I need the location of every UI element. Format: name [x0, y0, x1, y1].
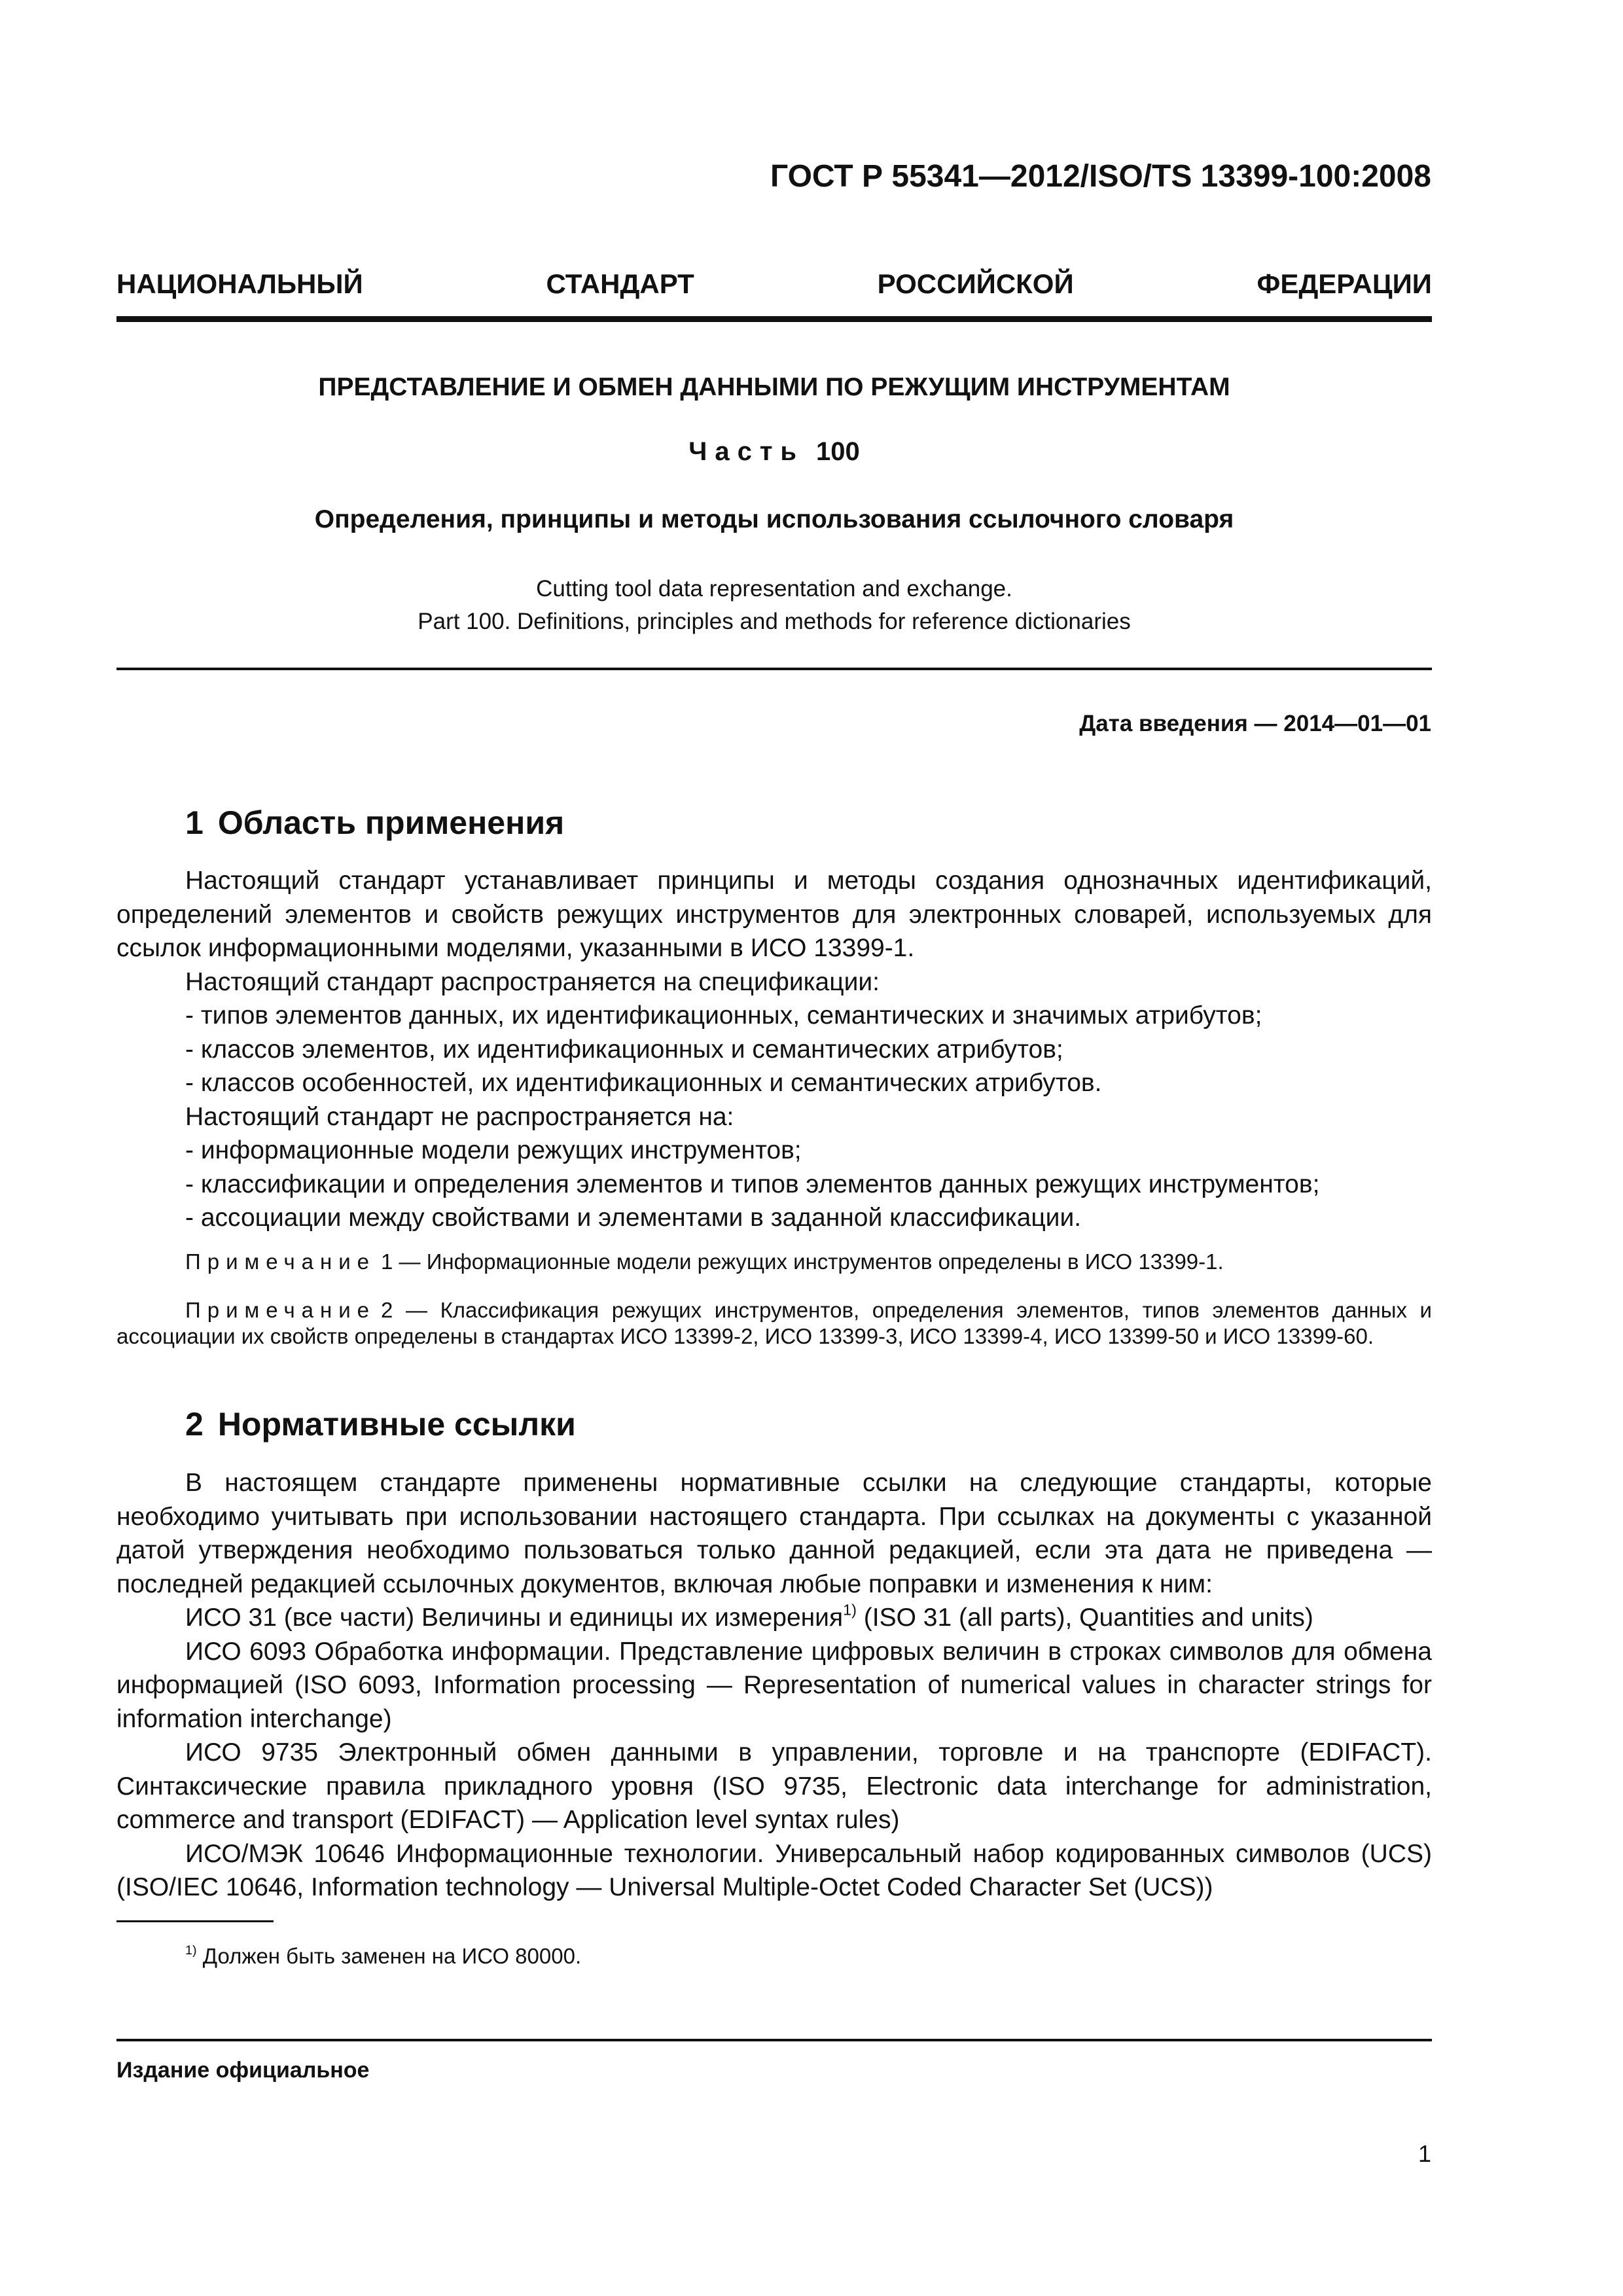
section-1-title: Область применения	[217, 804, 565, 841]
section-1-paragraph-3: Настоящий стандарт не распространяется на:	[185, 1102, 734, 1131]
note-1: Примечание 1 — Информационные модели режущих инструментов определены в ИСО 13399-1.	[185, 1249, 1224, 1274]
section-2-title: Нормативные ссылки	[217, 1406, 576, 1443]
english-title-line-2: Part 100. Definitions, principles and methods for reference dictionaries	[418, 609, 1131, 634]
section-2-intro: В настоящем стандарте применены нормативные ссылки на следующие стандарты, которые необходимо учитывать при использовании настоящего стандарта. При ссылках на документы с указанной датой утверждения необходимо пользоваться только данной редакцией, если эта дата не приведена — последней редакцией ссылочных документов, включая любые поправки и изменения к ним:	[116, 1469, 1432, 1598]
section-1-notes	[116, 1249, 1432, 1372]
note-label: Примечание	[185, 1249, 376, 1274]
section-1-paragraph-1: Настоящий стандарт устанавливает принципы и методы создания однозначных идентификаций, определений элементов и свойств режущих инструментов для электронных словарей, используемых для ссылок информационными моделями, указанными в ИСО 13399-1.	[116, 867, 1432, 962]
list-item: - ассоциации между свойствами и элементами в заданной классификации.	[185, 1204, 1082, 1232]
header-rule	[116, 316, 1432, 322]
part-heading	[116, 437, 1432, 467]
list-item: - классов элементов, их идентификационных и семантических атрибутов;	[185, 1035, 1063, 1064]
section-1-body	[116, 864, 1432, 1235]
list-item: - типов элементов данных, их идентификационных, семантических и значимых атрибутов;	[185, 1001, 1262, 1030]
english-title	[116, 573, 1432, 638]
section-1-number: 1	[185, 804, 204, 841]
footer-rule	[116, 2039, 1432, 2041]
subtitle: Определения, принципы и методы использования ссылочного словаря	[314, 505, 1234, 533]
title-rule	[116, 668, 1432, 670]
reference-iso-6093: ИСО 6093 Обработка информации. Представление цифровых величин в строках символов для обмена информацией (ISO 6093, Information processing — Representation of numerical values in character strings for information interchange)	[116, 1637, 1432, 1733]
reference-iso-31: ИСО 31 (все части) Величины и единицы их измерения$^{1)}$ (ISO 31 (all parts), Quantities and units)	[185, 1601, 1313, 1632]
note-2: Примечание 2 — Классификация режущих инструментов, определения элементов, типов элементов данных и ассоциации их свойств определены в стандартах ИСО 13399-2, ИСО 13399-3, ИСО 13399-4, ИСО 13399-50 и ИСО 13399-60.	[116, 1298, 1432, 1348]
list-item: - классификации и определения элементов и типов элементов данных режущих инструментов;	[185, 1170, 1320, 1198]
section-2-number: 2	[185, 1406, 204, 1443]
footnote-rule	[116, 1920, 274, 1922]
reference-iso-iec-10646: ИСО/МЭК 10646 Информационные технологии. Универсальный набор кодированных символов (UCS) (ISO/IEC 10646, Information technology — Universal Multiple-Octet Coded Character Set (UCS))	[116, 1839, 1432, 1901]
page-number: 1	[1418, 2140, 1431, 2167]
part-label: Часть	[688, 437, 805, 466]
list-item: - информационные модели режущих инструментов;	[185, 1136, 802, 1164]
official-edition-label: Издание официальное	[116, 2058, 370, 2083]
section-1-heading	[185, 804, 564, 842]
footnote-mark: 1)	[185, 1943, 197, 1958]
list-item: - классов особенностей, их идентификационных и семантических атрибутов.	[185, 1069, 1102, 1097]
footnote-reference: 1)	[843, 1601, 857, 1619]
document-number: ГОСТ Р 55341—2012/ISO/TS 13399-100:2008	[770, 159, 1431, 194]
introduction-date: Дата введения — 2014—01—01	[1079, 711, 1431, 736]
section-1-paragraph-2: Настоящий стандарт распространяется на спецификации:	[185, 967, 880, 996]
footnote-text: Должен быть заменен на ИСО 80000.	[196, 1944, 582, 1968]
section-2-body	[116, 1466, 1432, 1905]
english-title-line-1: Cutting tool data representation and exchange.	[536, 576, 1012, 601]
national-standard-banner: НАЦИОНАЛЬНЫЙ СТАНДАРТ РОССИЙСКОЙ ФЕДЕРАЦИИ	[116, 268, 1432, 299]
footnote	[185, 1944, 581, 1969]
part-number: 100	[816, 437, 860, 466]
reference-iso-9735: ИСО 9735 Электронный обмен данными в управлении, торговле и на транспорте (EDIFACT). Синтаксические правила прикладного уровня (ISO 9735, Electronic data interchange for administration, commerce and transport (EDIFACT) — Application level syntax rules)	[116, 1738, 1432, 1834]
main-title: ПРЕДСТАВЛЕНИЕ И ОБМЕН ДАННЫМИ ПО РЕЖУЩИМ ИНСТРУМЕНТАМ	[318, 373, 1230, 401]
section-2-heading	[185, 1405, 576, 1443]
note-label: Примечание	[185, 1298, 376, 1322]
